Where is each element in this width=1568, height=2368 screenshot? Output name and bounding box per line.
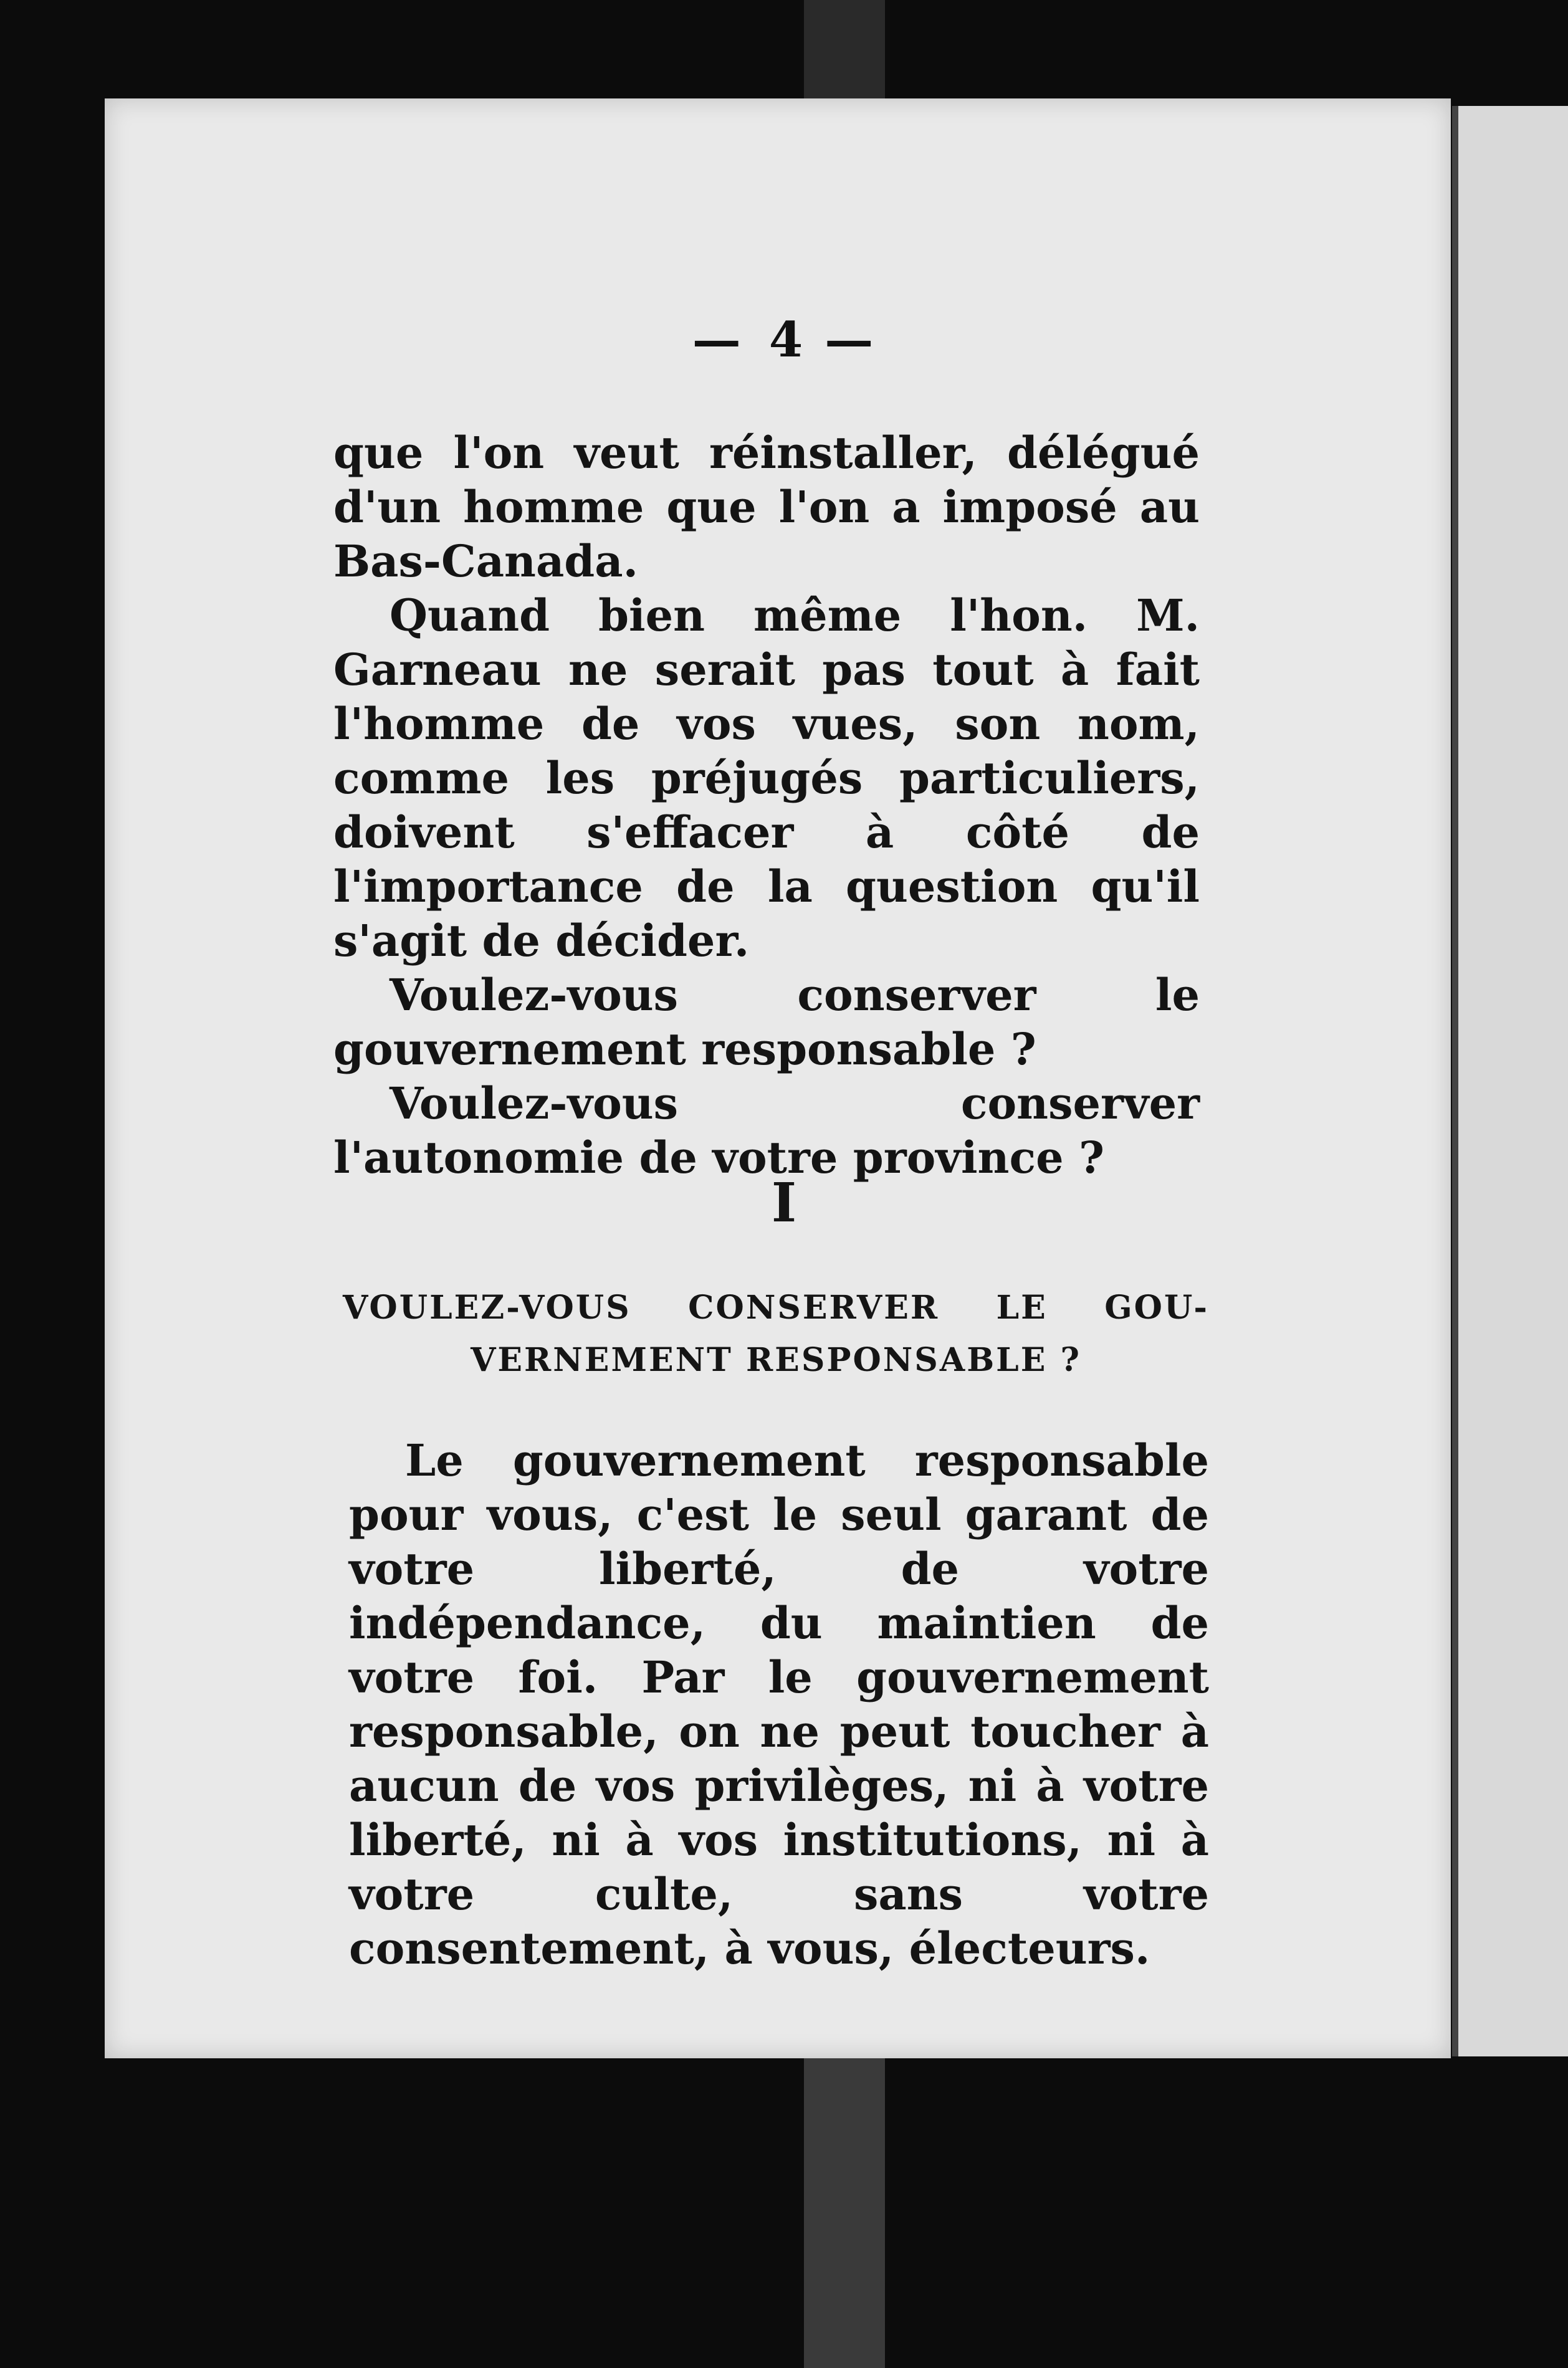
paragraph-continuation: que l'on veut réinstaller, délégué d'un homme que l'on a imposé au Bas-Canada. — [333, 427, 1200, 587]
section-numeral: I — [771, 1172, 797, 1234]
section-paragraph: Le gouvernement responsable pour vous, c'est le seul garant de votre liberté, de votre indépendance, du maintien de votre foi. Par le gouvernement responsable, on ne peut toucher à aucun de vos privilèges, ni à votre liberté, ni à vos institutions, ni à votre culte, sans votre consentement, à vous, électeurs. — [349, 1435, 1209, 1974]
binding-strip-top — [804, 0, 885, 106]
section-heading — [343, 1282, 1209, 1387]
section-heading-line-1: VOULEZ-VOUS CONSERVER LE GOU- — [343, 1289, 1209, 1327]
top-text-block — [333, 426, 1200, 1185]
facing-page-edge — [1452, 106, 1568, 2056]
page-number: — 4 — — [692, 312, 876, 368]
section-body — [349, 1433, 1209, 1975]
question-responsible-government: Voulez-vous conserver le gouvernement responsable ? — [333, 969, 1200, 1075]
section-heading-line-2: VERNEMENT RESPONSABLE ? — [471, 1341, 1081, 1379]
question-provincial-autonomy: Voulez-vous conserver l'autonomie de votre province ? — [333, 1077, 1200, 1183]
paragraph-garneau: Quand bien même l'hon. M. Garneau ne serait pas tout à fait l'homme de vos vues, son nom, comme les préjugés particuliers, doivent s'effacer à côté de l'importance de la question qu'il s'agit de décider. — [333, 590, 1200, 967]
binding-strip-bottom — [804, 2050, 885, 2368]
page-number-value: 4 — [768, 312, 806, 368]
